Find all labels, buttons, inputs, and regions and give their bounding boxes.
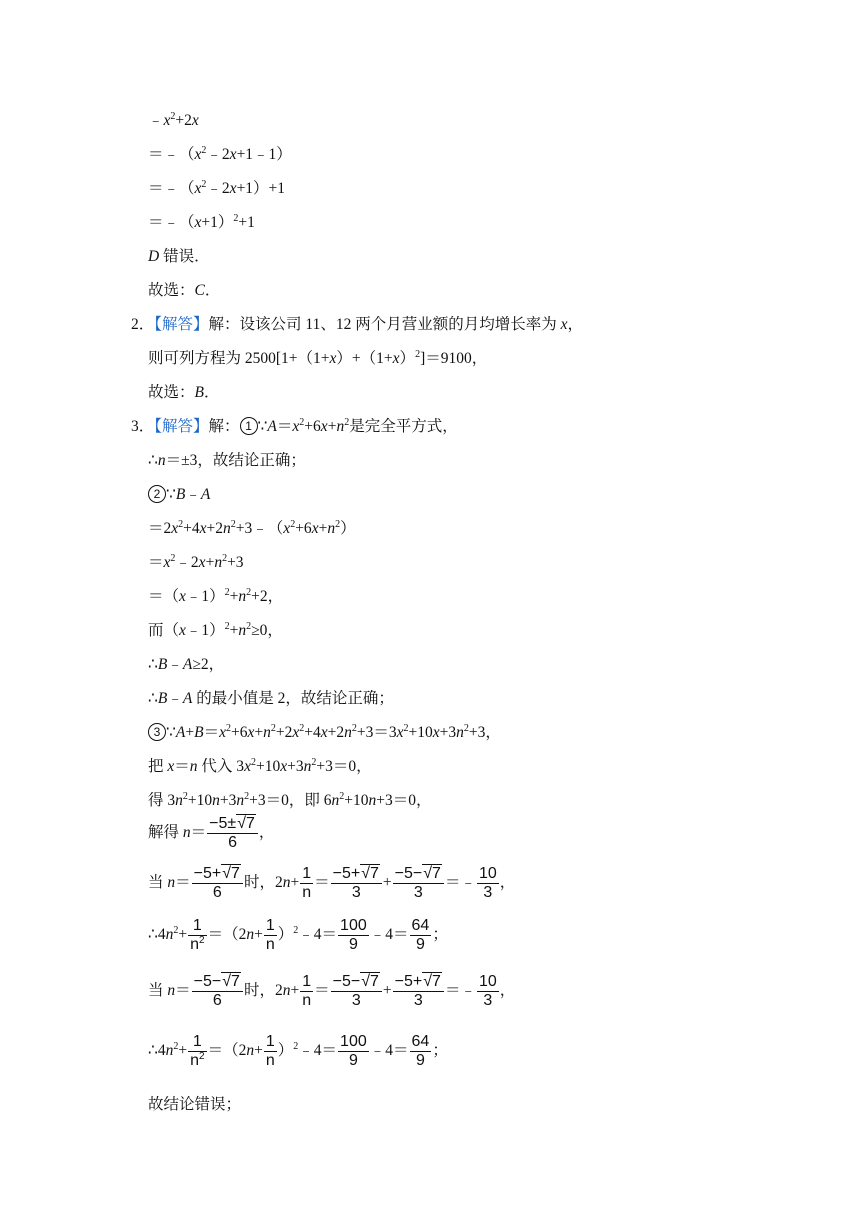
step-line: 2 ∵B﹣A bbox=[148, 485, 210, 505]
result-line: $\therefore 4n^2+$ $\frac{1}{n^2}$ ＝（2n+ $\frac{1}{n}$ ）$^2$﹣4＝ $\frac{100}{9}$ ﹣4＝ $\frac{64}{9}$ ； bbox=[148, 917, 448, 953]
fraction: $\frac{-5-√7}{3}$ bbox=[393, 865, 444, 902]
fraction: $\frac{1}{n}$ bbox=[265, 917, 275, 953]
step-line: $=x^2﹣2x+n^2+3$ bbox=[148, 553, 244, 571]
fraction: $\frac{-5+√7}{3}$ bbox=[331, 865, 382, 902]
fraction: $\frac{-5+√7}{3}$ bbox=[393, 973, 444, 1010]
solution-line: 解得 n＝ $\frac{-5\pm√7}{6}$ ， bbox=[148, 815, 275, 851]
fraction: $\frac{10}{3}$ bbox=[478, 865, 497, 901]
fraction: $\frac{64}{9}$ bbox=[411, 1033, 430, 1069]
circled-1-icon: 1 bbox=[240, 417, 258, 435]
result-line: $\therefore 4n^2+$ $\frac{1}{n^2}$ ＝（2n+ $\frac{1}{n}$ ）$^2$﹣4＝ $\frac{100}{9}$ ﹣4＝ $\frac{64}{9}$ ； bbox=[148, 1033, 448, 1069]
question-number: 2． bbox=[131, 316, 155, 333]
fraction: $\frac{1}{n^2}$ bbox=[190, 917, 205, 953]
step-line: ∴n＝±3，故结论正确； bbox=[148, 452, 306, 469]
fraction: $\frac{1}{n}$ bbox=[265, 1033, 275, 1069]
fraction: $\frac{1}{n}$ bbox=[302, 973, 312, 1009]
fraction: $\frac{-5\pm√7}{6}$ bbox=[207, 815, 258, 852]
step-line: 3 $\because A+B=x^2+6x+n^2+2x^2+4x+2n^2+3=3x^2+10x+3n^2+3$， bbox=[148, 723, 501, 743]
fraction: $\frac{10}{3}$ bbox=[478, 973, 497, 1009]
case-line: 当 n＝ $\frac{-5-√7}{6}$ 时，2n+ $\frac{1}{n}$ ＝ $\frac{-5-√7}{3}$ + $\frac{-5+√7}{3}$ ＝﹣ $\frac{10}{3}$ ， bbox=[148, 973, 516, 1009]
answer-line: 故选：C． bbox=[148, 282, 221, 299]
expr-line: $=﹣(x^2﹣2x+1﹣1)$ bbox=[148, 145, 292, 163]
fraction: $\frac{100}{9}$ bbox=[340, 917, 367, 953]
step-line: 而$(x﹣1)^2+n^2\ge 0$， bbox=[148, 621, 283, 639]
answer-line: 故选：B． bbox=[148, 384, 220, 401]
fraction: $\frac{-5+√7}{6}$ bbox=[192, 865, 243, 902]
expr-line: $﹣x^2+2x$ bbox=[148, 111, 199, 129]
answer-tag: 【解答】 bbox=[154, 316, 209, 333]
fraction: $\frac{64}{9}$ bbox=[411, 917, 430, 953]
step-line: $=2x^2+4x+2n^2+3﹣(x^2+6x+n^2)$ bbox=[148, 519, 356, 537]
expr-line: $=﹣(x+1)^2+1$ bbox=[148, 213, 255, 231]
fraction: $\frac{-5-√7}{6}$ bbox=[192, 973, 243, 1010]
question-number: 3． bbox=[131, 418, 155, 435]
fraction: $\frac{1}{n}$ bbox=[302, 865, 312, 901]
conclusion-line: D 错误． bbox=[148, 248, 210, 265]
step-line: 把 x＝n 代入 $3x^2+10x+3n^2+3=0$， bbox=[148, 757, 372, 775]
answer-tag: 【解答】 bbox=[154, 418, 209, 435]
step-line: $=(x﹣1)^2+n^2+2$， bbox=[148, 587, 284, 605]
question-3-header: 3．【解答】解： 1 $\because A=x^2+6x+n^2$是完全平方式， bbox=[131, 417, 458, 435]
circled-3-icon: 3 bbox=[148, 723, 166, 741]
fraction: $\frac{-5-√7}{3}$ bbox=[331, 973, 382, 1010]
conclusion-line: 故结论错误； bbox=[148, 1096, 242, 1113]
step-line: ∴B﹣A≥2， bbox=[148, 656, 225, 673]
question-2-header: 2．【解答】解：设该公司 11、12 两个月营业额的月均增长率为 x， bbox=[131, 316, 583, 333]
fraction: $\frac{100}{9}$ bbox=[340, 1033, 367, 1069]
fraction: $\frac{1}{n^2}$ bbox=[190, 1033, 205, 1069]
circled-2-icon: 2 bbox=[148, 485, 166, 503]
case-line: 当 n＝ $\frac{-5+√7}{6}$ 时，2n+ $\frac{1}{n}$ ＝ $\frac{-5+√7}{3}$ + $\frac{-5-√7}{3}$ ＝﹣ $\frac{10}{3}$ ， bbox=[148, 865, 516, 901]
expr-line: $=﹣(x^2﹣2x+1)+1$ bbox=[148, 179, 286, 197]
equation-line: 则可列方程为 $2500[1+(1+x)+(1+x)^2]=9100$， bbox=[148, 349, 488, 367]
step-line: 得 $3n^2+10n+3n^2+3=0$，即 $6n^2+10n+3=0$， bbox=[148, 791, 432, 809]
step-line: ∴B﹣A 的最小值是 2，故结论正确； bbox=[148, 690, 394, 707]
